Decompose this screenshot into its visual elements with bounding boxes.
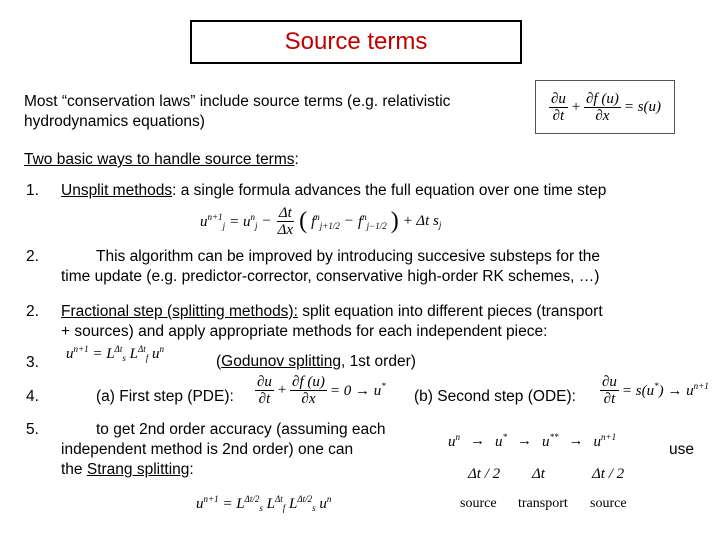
item3-open-paren: ( (216, 353, 222, 370)
item5-colon: : (189, 461, 194, 478)
item2-text-line1: This algorithm can be improved by introducing succesive substeps for the (96, 248, 600, 265)
unsplit-formula: $u^{n+1}_j$ = $u^n_j$ − $\frac{\Delta t}{\Delta x}$ ( $f^n_{j+1/2}$ − $f^n_{j-1/2}$ ) + Δt $s_j$ (200, 204, 442, 238)
item5-prefix: the (61, 461, 87, 478)
page-title: Source terms (284, 28, 428, 55)
strang-formula: $u^{n+1} = L^{\Delta t/2}_s$ $L^{\Delta t}_f$ $L^{\Delta t/2}_s$ $u^n$ (196, 494, 332, 513)
intro-text-line1: Most “conservation laws” include source terms (e.g. relativistic (24, 93, 451, 110)
strang-step-3: Δt / 2 (592, 466, 625, 482)
conservation-law-equation: $\frac{\partial u}{\partial t}$ + $\frac{\partial f (u)}{\partial x}$ = s(u) (535, 80, 675, 134)
item4-number: 4. (26, 388, 39, 405)
item2b-text-line1 (61, 302, 603, 322)
item5-use: use (669, 441, 694, 458)
godunov-formula: $u^{n+1} = L^{\Delta t}_s$ $L^{\Delta t}_f$ $u^n$ (66, 344, 165, 363)
strang-step-1: Δt / 2 (468, 466, 501, 482)
strang-chain: $u^n$ → u* → u** → $u^{n+1}$ (448, 432, 617, 450)
ode-equation: $\frac{\partial u}{\partial t}$ = $s(u^*) \to u^{n+1}$ (602, 374, 709, 407)
strang-splitting-link: Strang splitting (86, 461, 190, 478)
item2b-description: split equation into different pieces (transport (297, 303, 603, 320)
item1-description: : a single formula advances the full equation over one time step (172, 182, 607, 199)
strang-label-transport: transport (518, 496, 568, 511)
two-ways-label: Two basic ways to handle source terms (24, 151, 295, 168)
strang-label-source-1: source (460, 496, 497, 511)
two-ways-colon: : (294, 151, 299, 168)
godunov-splitting-link: Godunov splitting (221, 353, 341, 370)
two-ways-heading (24, 150, 299, 170)
item2b-text-line2: + sources) and apply appropriate methods for each independent piece: (61, 323, 548, 340)
title-box (190, 20, 522, 64)
item3-number: 3. (26, 354, 39, 371)
item2-number: 2. (26, 248, 39, 265)
intro-text-line2: hydrodynamics equations) (24, 113, 205, 130)
item3-description: , 1st order) (340, 353, 416, 370)
unsplit-methods-link: Unsplit methods (61, 182, 173, 199)
item3-text (216, 352, 416, 372)
item2b-number: 2. (26, 303, 39, 320)
item5-number: 5. (26, 421, 39, 438)
item1-number: 1. (26, 182, 39, 199)
item5-text-line2: independent method is 2nd order) one can (61, 441, 354, 458)
item5-text-line3 (61, 460, 194, 480)
item2-text-line2: time update (e.g. predictor-corrector, conservative high-order RK schemes, …) (61, 268, 600, 285)
strang-label-source-2: source (590, 496, 627, 511)
strang-step-2: Δt (532, 466, 545, 482)
fractional-step-link: Fractional step (splitting methods): (61, 303, 298, 320)
pde-equation: $\frac{\partial u}{\partial t}$ + $\frac{\partial f (u)}{\partial x}$ = 0 → u* (257, 374, 386, 407)
item5-text-line1: to get 2nd order accuracy (assuming each (96, 421, 386, 438)
item4-second-step: (b) Second step (ODE): (414, 388, 576, 405)
item4-first-step: (a) First step (PDE): (96, 388, 234, 405)
